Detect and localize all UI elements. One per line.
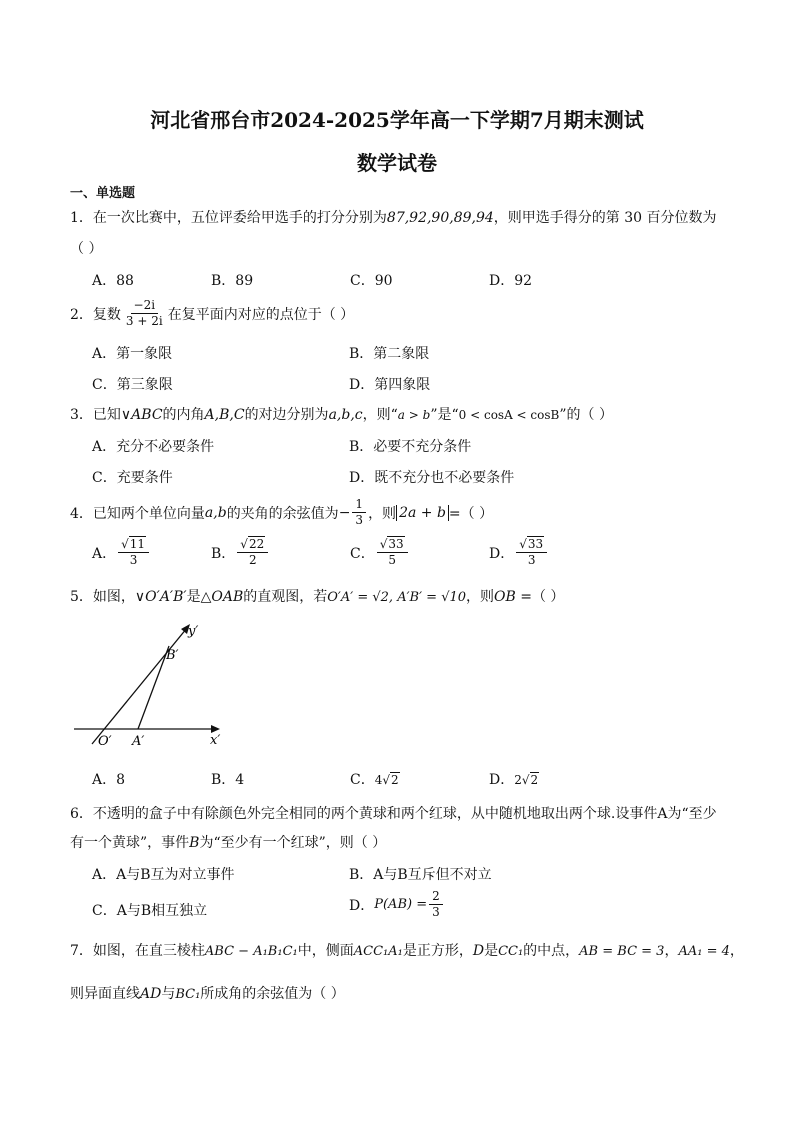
q5-c-radicand: 2 [391,773,399,787]
q2-option-a[interactable]: A．第一象限 [92,346,173,362]
question-7-line1 [70,940,744,960]
q7-point-d: D [472,943,485,959]
q7-t3: 是正方形， [402,943,473,959]
q3-option-d[interactable]: D．既不充分也不必要条件 [349,470,515,486]
q2-post: 在复平面内对应的点位于（ ） [167,306,355,323]
q7-line2-b: 与 [161,986,176,1002]
x-axis-arrow-icon [211,725,220,733]
q7-eq2: AA₁ = 4 [678,944,730,959]
q4-magnitude-expr: 2a + b [396,505,449,521]
q7-t6: ， [664,943,679,959]
q4-t4: =（ ） [448,505,494,522]
question-2 [70,298,354,329]
label-o-prime: O′ [98,734,112,749]
q3-option-a[interactable]: A．充分不必要条件 [92,439,215,455]
q2-option-d[interactable]: D．第四象限 [349,377,431,393]
q3-option-c[interactable]: C．充要条件 [92,470,173,486]
q5-option-d[interactable]: D．2√2 [489,772,539,788]
q4-a-frac: $\frac{√11}{3}$ [118,537,149,568]
q4-d-frac: $\frac{√33}{3}$ [516,537,547,568]
q4-t2: 的夹角的余弦值为 [226,505,339,522]
q4-d-den: 3 [527,553,536,567]
q6-d-label: D． [349,897,375,914]
q6-d-num: 2 [429,889,443,905]
label-a-prime: A′ [132,734,145,749]
q6-d-expr: P(AB) = [374,897,428,912]
q3-t6: ”的（ ） [559,407,613,423]
q7-ad: AD [140,986,162,1002]
q5-triangle: ∨O′A′B′ [134,589,187,605]
question-1 [70,207,717,227]
q6-d-frac [429,889,443,920]
q7-line2-a: 则异面直线 [70,986,140,1002]
q2-fraction [123,298,166,329]
q6-option-c[interactable]: C．A与B相互独立 [92,903,208,919]
q3-t3: 的对边分别为 [244,407,329,423]
q4-b-num: 22 [248,537,265,551]
q4-cos-num: 1 [352,497,366,513]
q7-line2-c: 所成角的余弦值为（ ） [200,986,345,1002]
q7-prism: ABC − A₁B₁C₁ [204,944,298,959]
q7-eq1: AB = BC = 3 [579,944,665,959]
q3-t1: 3．已知 [70,407,121,423]
q4-t1: 4．已知两个单位向量 [70,505,205,522]
q4-d-label: D． [489,545,515,562]
question-7-line2 [70,983,345,1003]
q4-a-den: 3 [129,553,138,567]
q1-option-a[interactable]: A．88 [92,273,134,289]
section-heading: 一、单选题 [70,186,136,201]
question-4 [70,497,493,528]
question-3 [70,404,613,424]
q4-c-num: 33 [388,537,404,551]
q5-c-coef: 4 [374,773,383,787]
q5-t5: （ ） [531,589,565,605]
q2-option-b[interactable]: B．第二象限 [349,346,430,362]
q2-den: 3 + 2i [125,314,163,328]
q4-t3: ，则 [368,505,397,522]
q3-option-b[interactable]: B．必要不充分条件 [349,439,472,455]
q7-t5: 的中点， [523,943,580,959]
q4-c-label: C． [350,545,375,562]
q5-d-label: D． [489,772,515,788]
q4-c-den: 5 [388,553,396,567]
q1-scores: 87,92,90,89,94 [386,210,494,226]
q5-d-radicand: 2 [530,773,539,787]
q3-cond1: a > b [397,408,431,422]
q3-t2: 的内角 [162,407,205,423]
q5-d-coef: 2 [514,773,522,787]
q5-c-label: C． [350,772,375,788]
q6-option-b[interactable]: B．A与B互斥但不对立 [349,867,492,883]
q1-option-d[interactable]: D．92 [489,273,533,289]
q3-triangle: ∨ABC [120,407,163,423]
q2-num: −2i [131,298,159,314]
q6-line2-a: 有一个黄球”，事件 [70,835,190,851]
q3-cond2: 0 < cosA < cosB [458,408,560,422]
q4-cos-sign: − [338,504,351,521]
q4-option-c[interactable] [350,537,410,568]
page-subtitle: 数学试卷 [357,151,437,175]
q5-a-value: 8 [116,772,126,788]
q4-cos-fraction [352,497,366,528]
q5-ask: OB = [494,589,532,605]
q4-c-frac: $\frac{√33}{5}$ [377,537,408,568]
q4-b-label: B． [211,545,236,562]
q3-t4: ，则“ [362,407,398,423]
q3-t5: ”是“ [430,407,459,423]
q6-option-d[interactable] [349,889,445,920]
q1-option-b[interactable]: B．89 [211,273,254,289]
q7-t2: 中，侧面 [297,943,354,959]
q4-option-b[interactable] [211,537,270,568]
q5-triangle2: OAB [211,589,244,605]
q5-b-label: B． [211,772,236,788]
label-y-prime: y′ [188,624,199,639]
q6-option-a[interactable]: A．A与B互为对立事件 [92,867,235,883]
q5-b-value: 4 [235,772,245,788]
q3-sides: a,b,c [328,407,363,423]
question-6-line1: 6．不透明的盒子中有除颜色外完全相同的两个黄球和两个红球，从中随机地取出两个球.设事件A为“至少 [70,806,717,822]
q3-angles: A,B,C [204,407,245,423]
q4-option-a[interactable] [92,537,151,568]
q4-a-num: 11 [129,537,146,551]
q5-t1: 5．如图， [70,589,135,605]
q2-pre: 2．复数 [70,306,121,323]
q5-a-label: A． [92,772,117,788]
q5-option-a[interactable] [92,769,125,789]
q6-d-den: 3 [432,905,440,919]
q4-b-den: 2 [248,553,257,567]
q4-vectors: a,b [204,504,227,521]
label-b-prime: B′ [166,648,179,663]
q5-t3: 的直观图，若 [243,589,328,605]
segment-a-b [138,646,169,729]
q4-a-label: A． [92,545,117,562]
q5-figure [70,618,230,753]
q6-event-b: B [189,835,200,851]
q5-option-c[interactable]: C．4√2 [350,772,399,788]
q1-option-c[interactable]: C．90 [350,273,393,289]
q6-line2-b: 为“至少有一个红球”，则（ ） [199,835,387,851]
q4-cos-den: 3 [355,513,364,527]
q7-cc1: CC₁ [498,944,524,959]
q1-text-b: ，则甲选手得分的第 30 百分位数为 [493,210,717,226]
label-x-prime: x′ [210,733,221,748]
q5-t2: 是△ [186,589,212,605]
question-5 [70,586,564,606]
q4-b-frac: $\frac{√22}{2}$ [237,537,268,568]
q7-t7: ， [729,943,744,959]
q1-paren: （ ） [70,241,103,257]
q5-given: O′A′ = √2, A′B′ = √10 [327,590,467,605]
q7-t1: 7．如图，在直三棱柱 [70,943,205,959]
page-title: 河北省邢台市2024-2025学年高一下学期7月期末测试 [150,108,644,132]
q4-d-num: 33 [527,537,544,551]
q4-option-d[interactable] [489,537,549,568]
q1-text: 1．在一次比赛中，五位评委给甲选手的打分分别为 [70,210,387,226]
q7-bc1: BC₁ [175,987,201,1002]
q5-option-b[interactable] [211,769,244,789]
q7-face: ACC₁A₁ [353,944,403,959]
question-6-line2 [70,832,386,852]
q5-t4: ，则 [466,589,495,605]
q7-t4: 是 [484,943,499,959]
q2-option-c[interactable]: C．第三象限 [92,377,173,393]
